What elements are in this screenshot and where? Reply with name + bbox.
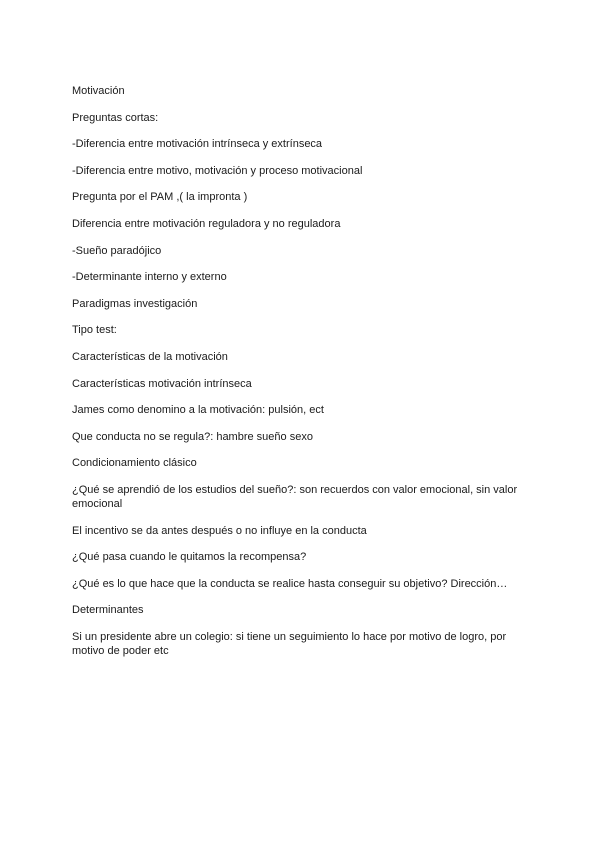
paragraph: ¿Qué pasa cuando le quitamos la recompensa? — [72, 551, 307, 564]
document-title: Motivación — [72, 85, 125, 97]
paragraph: Condicionamiento clásico — [72, 457, 197, 470]
document-body — [72, 84, 532, 670]
paragraph: -Diferencia entre motivación intrínseca y extrínseca — [72, 138, 323, 151]
paragraph: -Diferencia entre motivo, motivación y proceso motivacional — [72, 164, 363, 177]
paragraph: Que conducta no se regula?: hambre sueño sexo — [72, 430, 313, 443]
paragraph: El incentivo se da antes después o no influye en la conducta — [72, 524, 367, 537]
paragraph: Características motivación intrínseca — [72, 377, 252, 390]
paragraph: Características de la motivación — [72, 350, 228, 363]
section-heading-test: Tipo test: — [72, 324, 117, 337]
paragraph: -Sueño paradójico — [72, 244, 162, 257]
paragraph: ¿Qué es lo que hace que la conducta se realice hasta conseguir su objetivo? Dirección… — [72, 577, 508, 590]
section-heading-short-questions: Preguntas cortas: — [72, 111, 159, 124]
paragraph: James como denomino a la motivación: pulsión, ect — [72, 404, 324, 417]
paragraph: -Determinante interno y externo — [72, 271, 227, 284]
paragraph: Si un presidente abre un colegio: si tiene un seguimiento lo hace por motivo de logro, por motivo de poder etc — [72, 630, 507, 657]
paragraph: Paradigmas investigación — [72, 297, 198, 310]
paragraph: ¿Qué se aprendió de los estudios del sueño?: son recuerdos con valor emocional, sin valor emocional — [72, 483, 518, 510]
paragraph: Determinantes — [72, 604, 144, 617]
paragraph: Pregunta por el PAM ,( la impronta ) — [72, 191, 248, 204]
paragraph: Diferencia entre motivación reguladora y no reguladora — [72, 217, 341, 230]
